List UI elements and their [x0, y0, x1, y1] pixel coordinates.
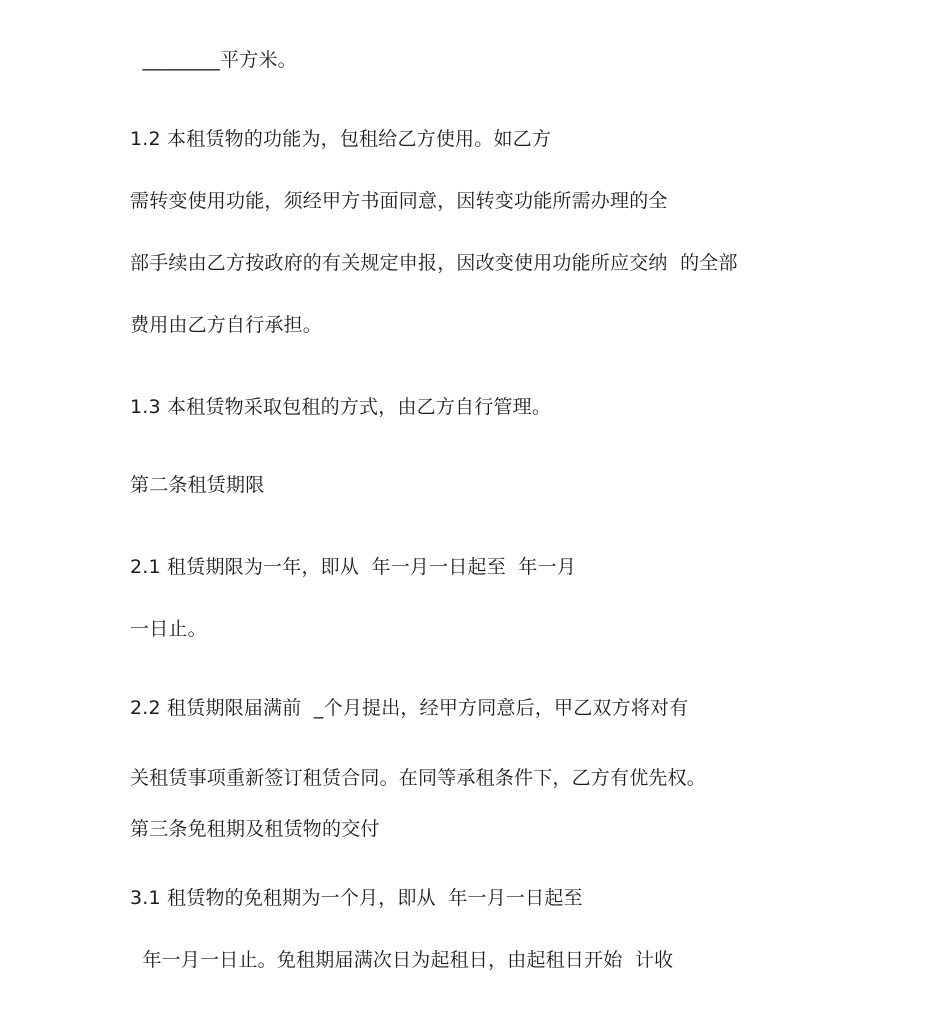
text-line-clause-1-3: 1.3 本租赁物采取包租的方式，由乙方自行管理。 [130, 396, 552, 418]
text-line-clause-1-2-cont-2: 部手续由乙方按政府的有关规定申报，因改变使用功能所应交纳 的全部 [130, 252, 738, 274]
text-line-clause-1-2-cont-3: 费用由乙方自行承担。 [130, 314, 323, 336]
section-heading-article-3: 第三条免租期及租赁物的交付 [130, 818, 380, 840]
text-line-clause-3-1-cont: 年一月一日止。免租期届满次日为起租日，由起租日开始 计收 [130, 949, 674, 971]
text-line-clause-1-2-cont-1: 需转变使用功能，须经甲方书面同意，因转变功能所需办理的全 [130, 190, 668, 212]
text-line-clause-3-1: 3.1 租赁物的免租期为一个月，即从 年一月一日起至 [130, 887, 583, 909]
section-heading-article-2: 第二条租赁期限 [130, 474, 265, 496]
text-line-clause-2-1-cont: 一日止。 [130, 618, 207, 640]
text-line-area-unit: ________平方米。 [130, 49, 297, 71]
text-line-clause-2-1: 2.1 租赁期限为一年，即从 年一月一日起至 年一月 [130, 556, 577, 578]
text-line-clause-2-2-cont: 关租赁事项重新签订租赁合同。在同等承租条件下，乙方有优先权。 [130, 767, 707, 789]
text-line-clause-2-2: 2.2 租赁期限届满前 _个月提出，经甲方同意后，甲乙双方将对有 [130, 697, 689, 719]
text-line-clause-1-2: 1.2 本租赁物的功能为，包租给乙方使用。如乙方 [130, 128, 552, 150]
